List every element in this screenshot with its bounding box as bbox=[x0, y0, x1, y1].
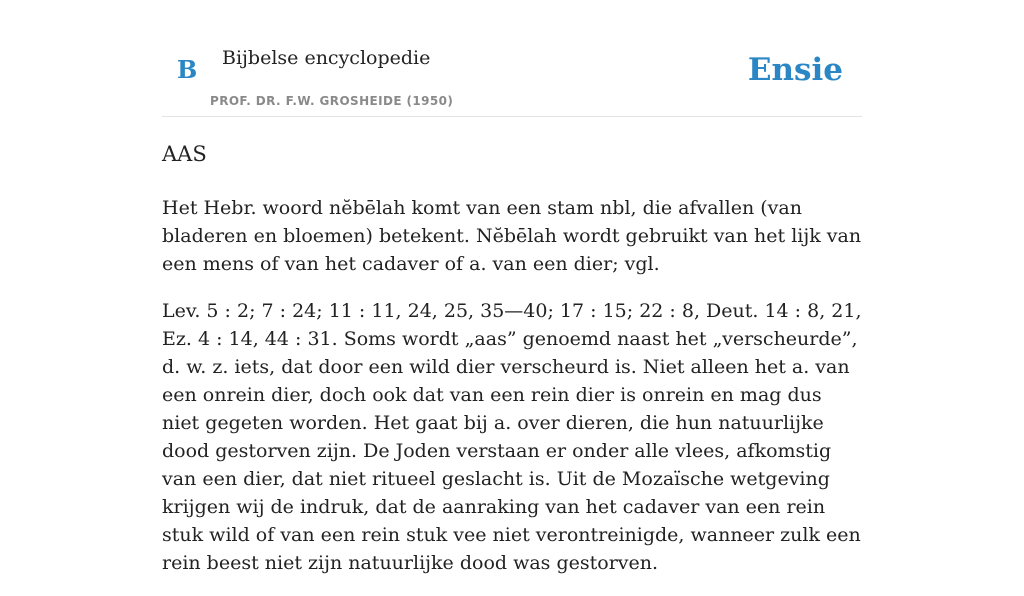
ensie-logo[interactable]: Ensie bbox=[747, 52, 843, 88]
article-paragraph-2: Lev. 5 : 2; 7 : 24; 11 : 11, 24, 25, 35—40; 17 : 15; 22 : 8, Deut. 14 : 8, 21, Ez. 4 : 14, 44 : 31. Soms wordt „aas” genoemd naast het „verscheurde”, d. w. z. iets, dat door een wild dier verscheurd is. Niet alleen het a. van een onrein dier, doch ook dat van een rein dier is onrein en mag dus niet gegeten worden. Het gaat bij a. over dieren, die hun natuurlijke dood gestorven zijn. De Joden verstaan er onder alle vlees, afkomstig van een dier, dat niet ritueel geslacht is. Uit de Mozaïsche wetgeving krijgen wij de indruk, dat de aanraking van het cadaver van een rein stuk wild of van een rein stuk vee niet verontreinigde, wanneer zulk een rein beest niet zijn natuurlijke dood was gestorven. bbox=[162, 300, 862, 574]
book-author: PROF. DR. F.W. GROSHEIDE (1950) bbox=[210, 94, 454, 108]
article bbox=[162, 136, 862, 596]
book-initial-badge[interactable]: B bbox=[177, 55, 198, 84]
header bbox=[162, 0, 862, 117]
book-title-link[interactable]: Bijbelse encyclopedie bbox=[222, 47, 431, 69]
entry-title: AAS bbox=[162, 142, 207, 166]
article-paragraph-1: Het Hebr. woord nĕbēlah komt van een stam nbl, die afvallen (van bladeren en bloemen) betekent. Nĕbēlah wordt gebruikt van het lijk van een mens of van het cadaver of a. van een dier; vgl. bbox=[162, 197, 862, 275]
